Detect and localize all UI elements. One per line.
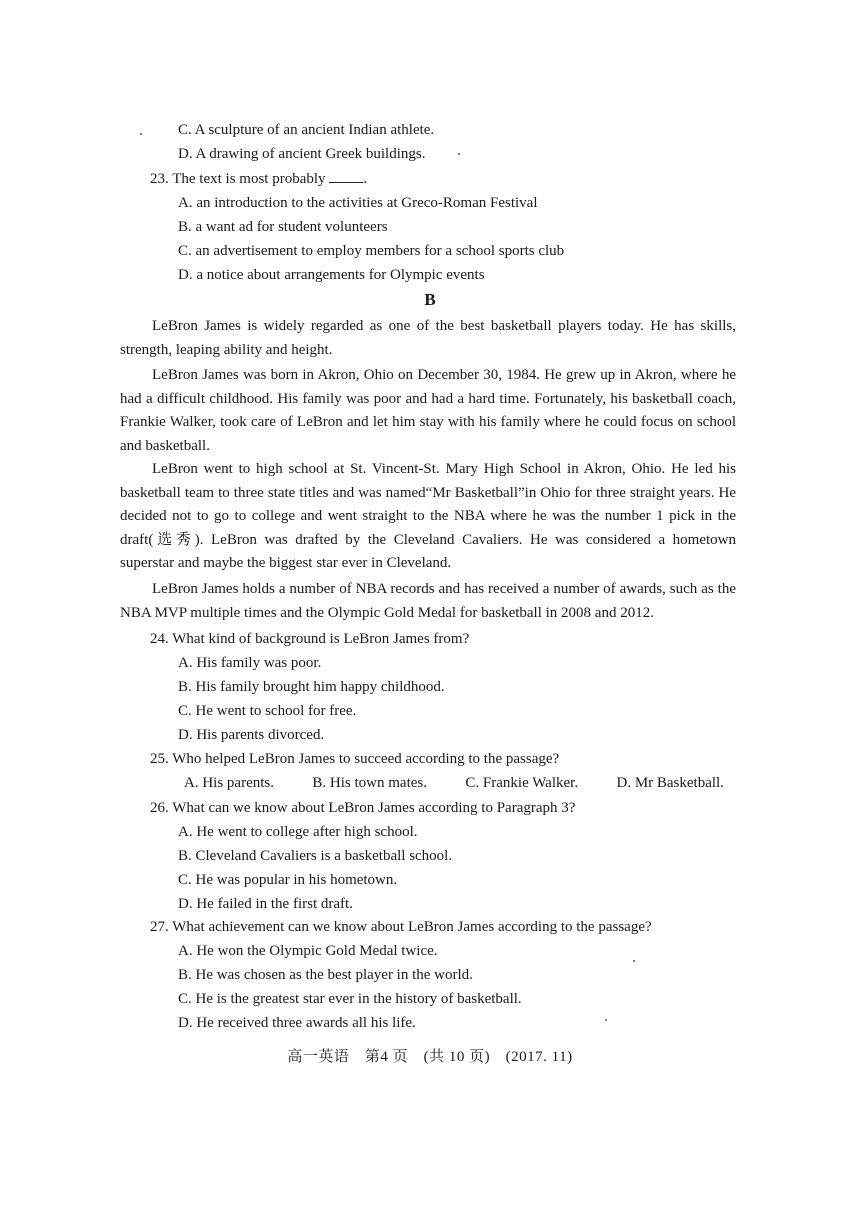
q27-stem: 27. What achievement can we know about LeBron James according to the passage? [150,919,652,935]
answer-blank [329,168,363,183]
q23-option-c: C. an advertisement to employ members for a school sports club [178,243,565,259]
q24-option-d: D. His parents divorced. [178,727,325,743]
q27-option-a: A. He won the Olympic Gold Medal twice. [178,943,438,959]
q26-stem: 26. What can we know about LeBron James according to Paragraph 3? [150,800,576,816]
q26-option-b: B. Cleveland Cavaliers is a basketball school. [178,848,453,864]
q26-option-d: D. He failed in the first draft. [178,896,353,912]
scan-speck [605,1019,607,1021]
scan-speck [458,153,460,155]
q24-stem: 24. What kind of background is LeBron James from? [150,631,470,647]
q25-option-d: D. Mr Basketball. [616,775,724,791]
q23-option-a: A. an introduction to the activities at Greco-Roman Festival [178,195,538,211]
q23-option-d: D. a notice about arrangements for Olympic events [178,267,485,283]
q27-option-d: D. He received three awards all his life. [178,1015,416,1031]
q25-option-c: C. Frankie Walker. [465,775,579,791]
q23-option-b: B. a want ad for student volunteers [178,219,388,235]
q25-option-a: A. His parents. [184,775,274,791]
passage-paragraph-3: LeBron went to high school at St. Vincent-St. Mary High School in Akron, Ohio. He led his basketball team to three state titles and was named“Mr Basketball”in Ohio for three straight years. He decided not to go to college and went straight to the NBA where he was the number 1 pick in the draft(选秀). LeBron was drafted by the Cleveland Cavaliers. He was considered a hometown superstar and maybe the biggest star ever in Cleveland. [120,461,736,571]
q22-option-d: D. A drawing of ancient Greek buildings. [178,146,426,162]
scan-speck [633,960,635,962]
q26-option-a: A. He went to college after high school. [178,824,418,840]
q24-option-b: B. His family brought him happy childhood. [178,679,445,695]
q23-stem [150,168,367,192]
q27-option-c: C. He is the greatest star ever in the history of basketball. [178,991,522,1007]
page-footer: 高一英语 第4 页 (共 10 页) (2017. 11) [287,1049,573,1065]
passage-paragraph-4: LeBron James holds a number of NBA records and has received a number of awards, such as the NBA MVP multiple times and the Olympic Gold Medal for basketball in 2008 and 2012. [120,581,736,621]
q25-options [184,772,724,796]
q26-option-c: C. He was popular in his hometown. [178,872,398,888]
q23-stem-end: . [363,171,368,187]
passage-paragraph-2: LeBron James was born in Akron, Ohio on December 30, 1984. He grew up in Akron, where he had a difficult childhood. His family was poor and had a hard time. Fortunately, his basketball coach, Frankie Walker, took care of LeBron and let him stay with his family where he could focus on school and basketball. [120,367,736,454]
section-heading: B [424,290,436,309]
q23-stem-text: 23. The text is most probably [150,171,326,187]
passage-paragraph-1: LeBron James is widely regarded as one of the best basketball players today. He has skills, strength, leaping ability and height. [120,318,736,358]
q25-stem: 25. Who helped LeBron James to succeed according to the passage? [150,751,560,767]
q25-option-b: B. His town mates. [312,775,427,791]
q24-option-c: C. He went to school for free. [178,703,357,719]
q22-option-c: C. A sculpture of an ancient Indian athlete. [178,122,435,138]
q27-option-b: B. He was chosen as the best player in the world. [178,967,473,983]
scan-speck [140,133,142,135]
q24-option-a: A. His family was poor. [178,655,322,671]
